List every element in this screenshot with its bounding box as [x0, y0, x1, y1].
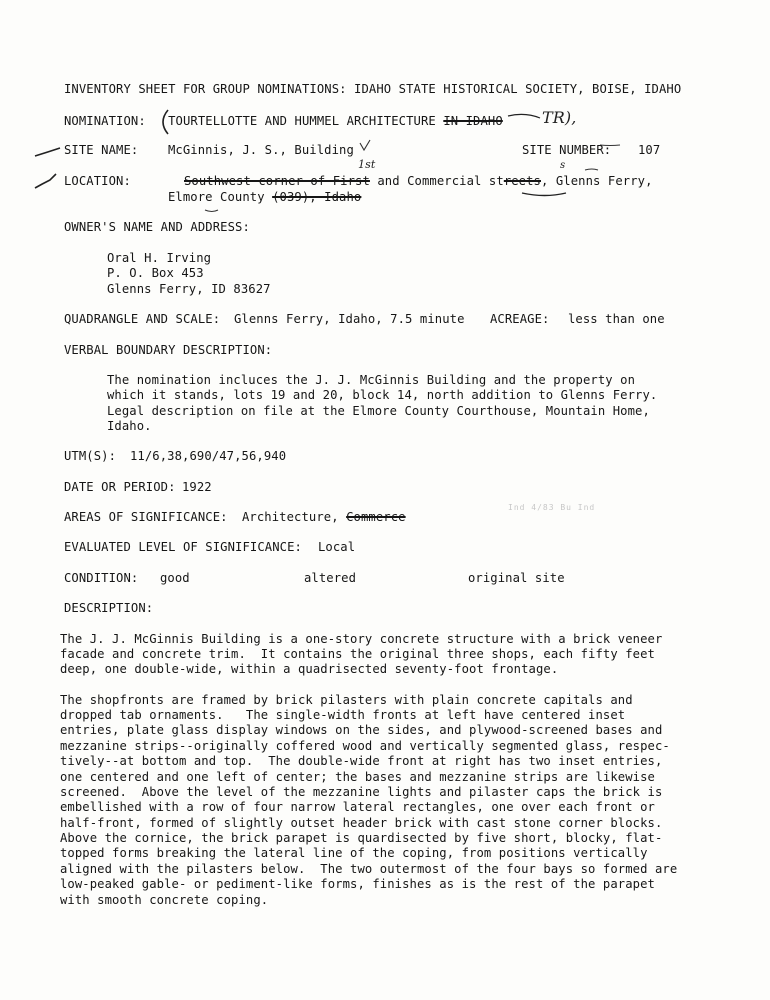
- location-line-2: [168, 190, 361, 205]
- location-dash-mark: [585, 169, 598, 170]
- site-name-check-mark: [35, 148, 60, 156]
- utm-label: UTM(S):: [64, 449, 117, 463]
- description-para2-line: topped forms breaking the lateral line of the coping, from positions vertically: [60, 846, 648, 860]
- description-para2-line: entries, plate glass display windows on the sides, and plywood-screened bases and: [60, 723, 663, 737]
- areas-value-row: [242, 510, 406, 525]
- nomination-value: TOURTELLOTTE AND HUMMEL ARCHITECTURE: [168, 114, 436, 128]
- boundary-line: Legal description on file at the Elmore County Courthouse, Mountain Home,: [107, 404, 650, 418]
- description-para2-line: half-front, formed of slightly outset header brick with cast stone corner blocks.: [60, 816, 663, 830]
- condition-label: CONDITION:: [64, 571, 139, 585]
- site-number-value: 107: [638, 143, 661, 157]
- streets-underline-mark: [522, 193, 566, 196]
- description-para2-line: dropped tab ornaments. The single-width fronts at left have centered inset: [60, 708, 626, 722]
- owner-city: Glenns Ferry, ID 83627: [107, 282, 271, 296]
- owner-po-box: P. O. Box 453: [107, 266, 204, 280]
- site-name-value: McGinnis, J. S., Building: [168, 143, 354, 157]
- location-text-2: , Glenns Ferry,: [541, 174, 653, 188]
- condition-good: good: [160, 571, 190, 585]
- date-label: DATE OR PERIOD:: [64, 480, 176, 494]
- description-para2-line: with smooth concrete coping.: [60, 893, 269, 907]
- condition-altered: altered: [304, 571, 357, 585]
- evaluated-value: Local: [318, 540, 356, 554]
- description-para1-line: facade and concrete trim. It contains the original three shops, each fifty feet: [60, 647, 655, 661]
- page-title: INVENTORY SHEET FOR GROUP NOMINATIONS: IDAHO STATE HISTORICAL SOCIETY, BOISE, IDAHO: [64, 82, 682, 96]
- location-handwritten-s: s: [560, 160, 566, 171]
- nomination-row: [64, 114, 503, 129]
- areas-label: AREAS OF SIGNIFICANCE:: [64, 510, 228, 524]
- nomination-scribble-mark: [508, 114, 540, 118]
- owner-label: OWNER'S NAME AND ADDRESS:: [64, 220, 250, 234]
- description-label: DESCRIPTION:: [64, 601, 154, 615]
- description-para1-line: deep, one double-wide, within a quadrisected seventy-foot frontage.: [60, 662, 559, 676]
- description-para2-line: mezzanine strips--originally coffered wood and vertically segmented glass, respec-: [60, 739, 670, 753]
- location-county: Elmore County: [168, 190, 265, 204]
- description-para2-line: Above the cornice, the brick parapet is quardisected by five short, blocky, flat-: [60, 831, 663, 845]
- description-para1-line: The J. J. McGinnis Building is a one-story concrete structure with a brick veneer: [60, 632, 663, 646]
- description-para2-line: embellished with a row of four narrow lateral rectangles, one over each front or: [60, 800, 655, 814]
- areas-value: Architecture,: [242, 510, 339, 524]
- site-name-label: SITE NAME:: [64, 143, 139, 157]
- location-check-mark: [35, 174, 56, 188]
- date-value: 1922: [182, 480, 212, 494]
- site-number-label: SITE NUMBER:: [522, 143, 612, 157]
- acreage-label: ACREAGE:: [490, 312, 550, 326]
- boundary-label: VERBAL BOUNDARY DESCRIPTION:: [64, 343, 273, 357]
- nomination-handwritten-note: TR),: [542, 108, 577, 127]
- description-para2-line: screened. Above the level of the mezzanine lights and pilaster caps the brick is: [60, 785, 663, 799]
- utm-value: 11/6,38,690/47,56,940: [130, 449, 287, 463]
- location-label: LOCATION:: [64, 174, 131, 188]
- location-text-1: and Commercial st: [377, 174, 504, 188]
- location-handwritten-first: 1st: [358, 158, 376, 171]
- acreage-value: less than one: [568, 312, 665, 326]
- description-para2-line: aligned with the pilasters below. The two outermost of the four bays so formed are: [60, 862, 678, 876]
- condition-original-site: original site: [468, 571, 565, 585]
- location-struck-corner: Southwest corner of First: [184, 174, 370, 188]
- site-name-tick-mark: [360, 140, 370, 150]
- description-para2-line: low-peaked gable- or pediment-like forms, finishes as is the rest of the parapet: [60, 877, 655, 891]
- boundary-line: The nomination incluces the J. J. McGinnis Building and the property on: [107, 373, 636, 387]
- description-para2-line: The shopfronts are framed by brick pilasters with plain concrete capitals and: [60, 693, 633, 707]
- location-struck-county-code: (039), Idaho: [272, 190, 362, 204]
- nomination-struck-text: IN IDAHO: [443, 114, 503, 128]
- quadrangle-value: Glenns Ferry, Idaho, 7.5 minute: [234, 312, 465, 326]
- boundary-line: which it stands, lots 19 and 20, block 14, north addition to Glenns Ferry.: [107, 388, 658, 402]
- description-para2-line: one centered and one left of center; the bases and mezzanine strips are likewise: [60, 770, 655, 784]
- evaluated-label: EVALUATED LEVEL OF SIGNIFICANCE:: [64, 540, 302, 554]
- boundary-line: Idaho.: [107, 419, 152, 433]
- nomination-paren: [161, 114, 168, 128]
- county-dash-mark: [205, 210, 218, 212]
- location-line-1: [184, 174, 653, 189]
- areas-struck-commerce: Commerce: [346, 510, 406, 524]
- owner-name: Oral H. Irving: [107, 251, 212, 265]
- location-struck-streets: reets: [503, 174, 541, 188]
- areas-faint-annotation: Ind 4/83 Bu Ind: [508, 503, 596, 512]
- description-para2-line: tively--at bottom and top. The double-wide front at right has two inset entries,: [60, 754, 663, 768]
- quadrangle-label: QUADRANGLE AND SCALE:: [64, 312, 221, 326]
- nomination-label: NOMINATION:: [64, 114, 146, 128]
